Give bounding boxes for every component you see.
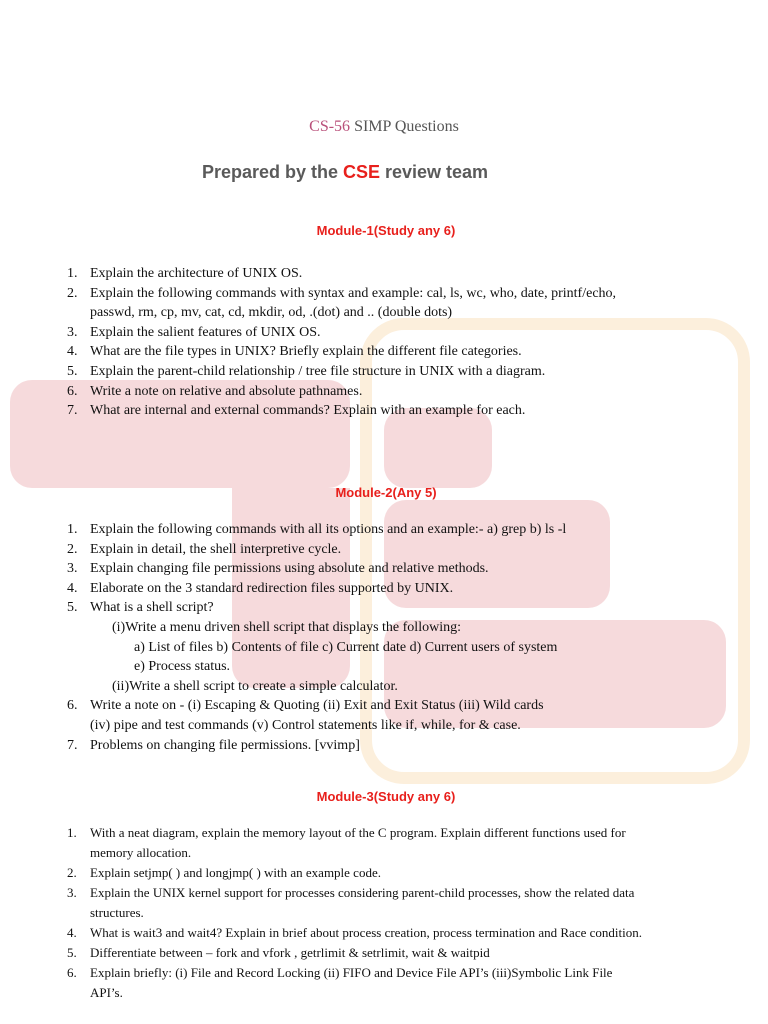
item-text-continued: passwd, rm, cp, mv, cat, cd, mkdir, od, .(dot) and .. (double dots) [90,305,453,321]
item-text: What is wait3 and wait4? Explain in brief about process creation, process termination and Race condition. [90,925,642,940]
list-item [64,362,616,382]
item-number: 6. [67,965,77,980]
item-text: Explain the architecture of UNIX OS. [90,266,303,281]
prepared-by-line [0,162,690,183]
item-text: Explain the salient features of UNIX OS. [90,324,321,340]
list-item [64,520,566,540]
prepared-prefix: Prepared by the [201,162,343,182]
item-text: Problems on changing file permissions. [vvimp] [90,737,360,753]
prepared-highlight: CSE [342,162,380,182]
item-text: Explain the UNIX kernel support for processes considering parent-child processes, show the related data [90,885,635,900]
item-text: Explain the following commands with syntax and example: cal, ls, wc, who, date, printf/echo, [90,285,617,301]
module-2-heading: Module-2(Any 5) [335,485,437,500]
item-text: Explain the following commands with all its options and an example:- a) grep b) ls -l [90,522,567,537]
title-text: SIMP Questions [350,118,459,135]
item-number: 4. [67,925,77,940]
list-item [64,923,642,943]
list-item [64,559,566,579]
item-number: 7. [67,737,78,753]
list-item [64,401,616,421]
item-number: 3. [67,885,77,900]
item-number: 2. [67,541,78,557]
item-number: 3. [67,324,78,340]
course-code: CS-56 [309,118,351,135]
list-item [64,382,616,402]
item-number: 5. [67,363,78,379]
item-text: Elaborate on the 3 standard redirection files supported by UNIX. [90,580,454,596]
item-text: Write a note on relative and absolute pathnames. [90,383,363,399]
list-item [64,823,642,863]
item-number: 5. [67,945,77,960]
sub-item: (ii)Write a shell script to create a simple calculator. [112,678,398,694]
list-item [64,883,642,923]
list-item [64,963,642,1003]
item-text-continued: memory allocation. [90,845,192,860]
list-item [64,284,616,323]
item-text: Explain setjmp( ) and longjmp( ) with an example code. [90,865,381,880]
list-item [64,943,642,963]
document-title [0,118,768,136]
list-item [64,342,616,362]
sub-item: (i)Write a menu driven shell script that displays the following: [112,619,461,635]
item-text: What is a shell script? [90,600,214,616]
list-item [64,598,566,696]
item-number: 7. [67,403,78,419]
prepared-suffix: review team [380,162,489,182]
list-item [64,579,566,599]
item-text-continued: structures. [90,905,144,920]
sub-item: a) List of files b) Contents of file c) Current date d) Current users of system [134,639,558,655]
item-number: 3. [67,561,78,577]
item-number: 5. [67,600,78,616]
item-number: 6. [67,698,78,714]
module-1-heading: Module-1(Study any 6) [316,223,456,238]
list-item [64,540,566,560]
item-number: 1. [67,522,78,537]
list-item [64,736,566,756]
list-item [64,863,642,883]
item-number: 4. [67,344,78,360]
list-item [64,264,616,284]
item-number: 2. [67,285,78,301]
list-item [64,323,616,343]
module-3-list [64,823,642,1003]
module-3-heading: Module-3(Study any 6) [316,789,456,804]
item-text: Explain briefly: (i) File and Record Locking (ii) FIFO and Device File API’s (iii)Symbolic Link File [90,965,613,980]
item-text: What are the file types in UNIX? Briefly explain the different file categories. [90,344,522,360]
item-text: Write a note on - (i) Escaping & Quoting (ii) Exit and Exit Status (iii) Wild cards [90,698,544,714]
item-text: Explain the parent-child relationship / tree file structure in UNIX with a diagram. [90,363,546,379]
item-number: 1. [67,825,77,840]
item-text: What are internal and external commands? Explain with an example for each. [90,403,526,419]
module-2-list [64,520,566,755]
item-text: Explain changing file permissions using absolute and relative methods. [90,561,489,577]
item-number: 2. [67,865,77,880]
item-text-continued: API’s. [90,985,123,1000]
item-number: 1. [67,266,78,281]
sub-item: e) Process status. [134,659,231,675]
item-number: 4. [67,580,78,596]
item-text-continued: (iv) pipe and test commands (v) Control statements like if, while, for & case. [90,717,521,733]
item-text: With a neat diagram, explain the memory layout of the C program. Explain different functions used for [90,825,626,840]
module-1-list [64,264,616,421]
list-item [64,696,566,735]
item-text: Explain in detail, the shell interpretive cycle. [90,541,342,557]
item-text: Differentiate between – fork and vfork , getrlimit & setrlimit, wait & waitpid [90,945,490,960]
item-number: 6. [67,383,78,399]
